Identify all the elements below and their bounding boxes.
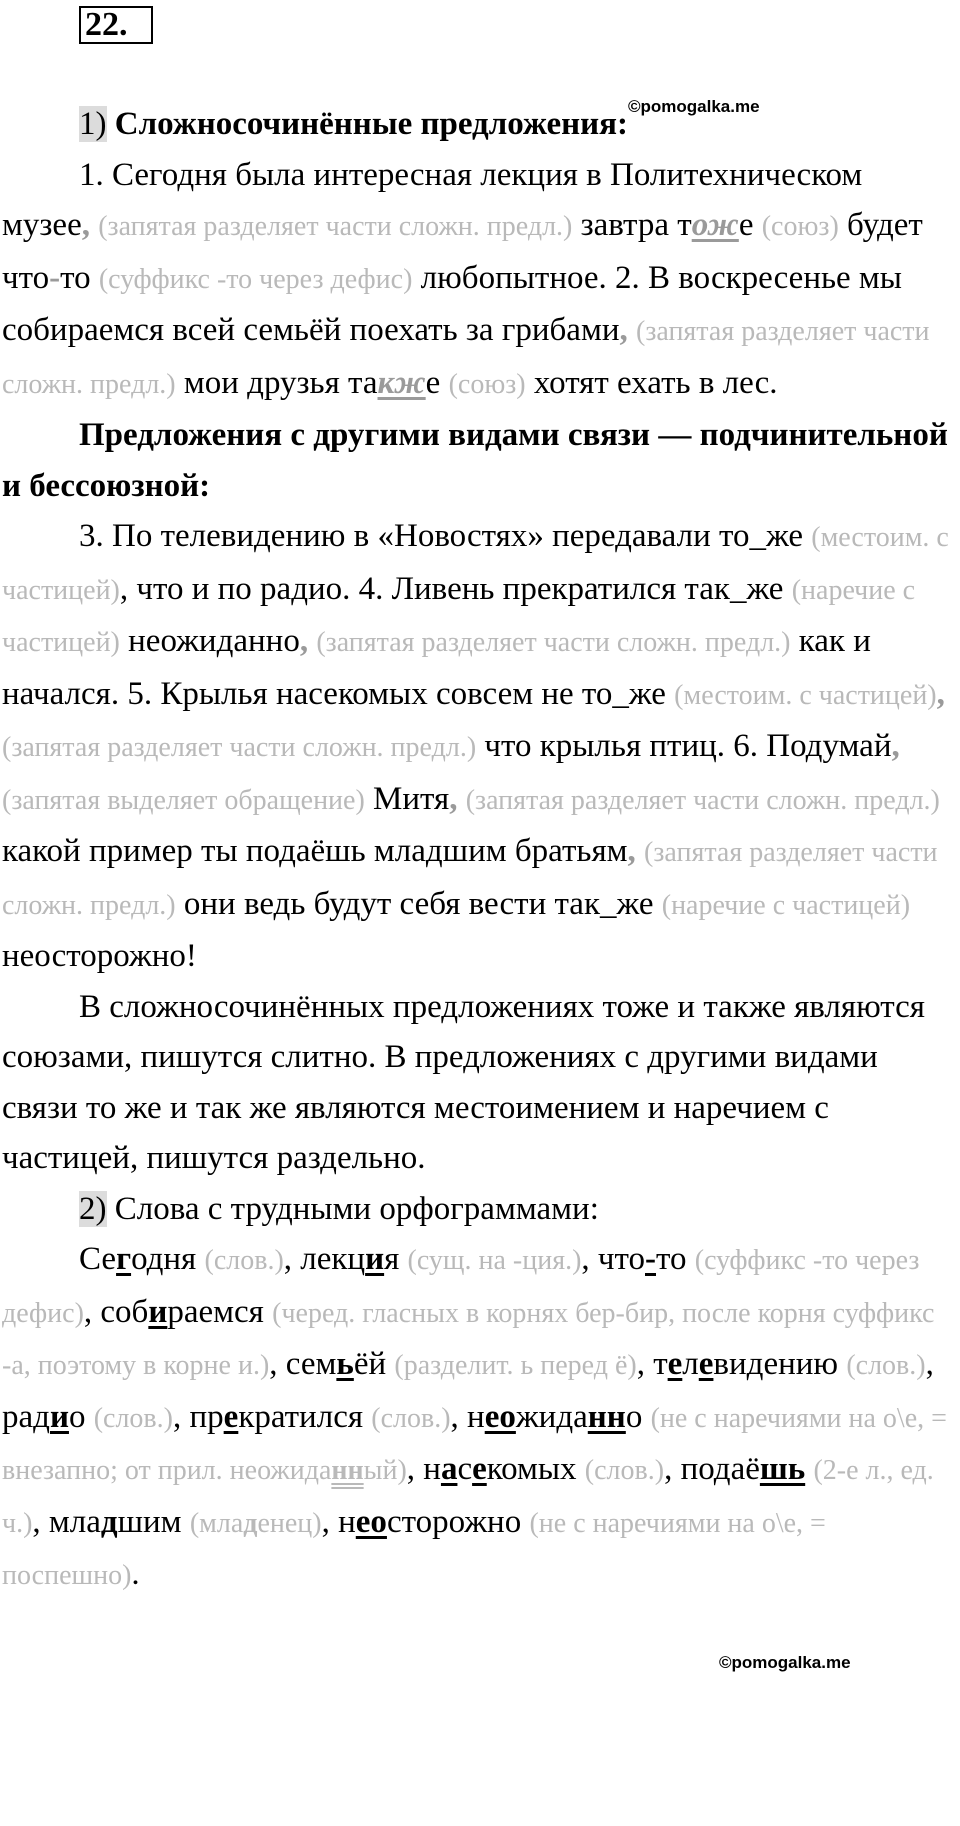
note: (запятая разделяет части сложн. предл.) (98, 211, 573, 242)
part1-heading-text: Сложносочинённые предложения: (114, 106, 628, 142)
answer-content (2, 98, 952, 1602)
note: (слов.) (371, 1402, 451, 1434)
note: (разделит. ь перед ё) (394, 1350, 637, 1381)
note: (слов.) (584, 1455, 665, 1486)
note: (местоим. с частицей) (674, 679, 937, 711)
note: (запятая разделяет части сложн. предл.) (2, 316, 930, 400)
note: (слов.) (204, 1245, 284, 1276)
note: (черед. гласных в корнях бер-бир, после корня суффикс -а, поэтому в корне и.) (2, 1297, 935, 1381)
note: (суффикс -то через дефис) (2, 1245, 920, 1329)
note: (слов.) (93, 1402, 173, 1434)
note: (запятая выделяет обращение) (2, 784, 365, 816)
note: (2-е л., ед. ч.) (2, 1455, 934, 1539)
note: (суффикс -то через дефис) (98, 263, 413, 295)
part1-conclusion: В сложносочинённых предложениях тоже и также являются союзами, пишутся слитно. В предложениях с другими видами связи то же и так же являются местоимением и наречием с частицей, пишутся раздельно. (2, 988, 925, 1176)
part1-sentences2: 3. По телевидению в «Новостях» передавали то_же (местоим. с частицей), что и по радио. 4. Ливень прекратился так_же (наречие с частицей) неожиданно, (запятая разделяет части сложн. предл.) как и начался. 5. Крылья насекомых совсем не то_же (местоим. с частицей), (запятая разделяет части сложн. предл.) что крылья птиц. 6. Подумай, (запятая выделяет обращение) Митя, (запятая разделяет части сложн. предл.) какой пример ты подаёшь младшим братьям, (запятая разделяет части сложн. предл.) они ведь будут себя вести так_же (наречие с частицей) неосторожно! (2, 518, 949, 974)
note: (младенец) (189, 1507, 322, 1539)
watermark-bottom: ©pomogalka.me (719, 1653, 851, 1672)
part1-sentences: 1. Сегодня была интересная лекция в Политехническом музее, (запятая разделяет части сложн. предл.) завтра тоже (союз) будет что-то (суффикс -то через дефис) любопытное. 2. В воскресенье мы собираемся всей семьёй поехать за грибами, (запятая разделяет части сложн. предл.) мои друзья также (союз) хотят ехать в лес. (2, 156, 930, 401)
note: (наречие с частицей) (661, 889, 911, 921)
part1-heading2: Предложения с другими видами связи — подчинительной и бессоюзной: (2, 417, 948, 504)
note: (наречие с частицей) (2, 574, 916, 658)
part1-heading (2, 98, 952, 150)
note: (союз) (761, 211, 839, 242)
note: (запятая разделяет части сложн. предл.) (465, 784, 940, 816)
note: (запятая разделяет части сложн. предл.) (316, 627, 791, 658)
note: (слов.) (846, 1350, 926, 1381)
orthogram-takzhe: кж (377, 364, 426, 401)
part2-heading (2, 1184, 952, 1235)
part2-words: Сегодня (слов.), лекция (сущ. на -ция.), что-то (суффикс -то через дефис), собираемся (черед. гласных в корнях бер-бир, после корня суффикс -а, поэтому в корне и.), семьёй (разделит. ь перед ё), телевидению (слов.), радио (слов.), прекратился (слов.), неожиданно (не с наречиями на о\е, = внезапно; от прил. неожиданный), насекомых (слов.), подаёшь (2-е л., ед. ч.), младшим (младенец), неосторожно (не с наречиями на о\е, = поспешно). (2, 1241, 947, 1592)
note: (запятая разделяет части сложн. предл.) (2, 837, 938, 921)
part2-number: 2) (79, 1190, 107, 1227)
part2-heading-text: Слова с трудными орфограммами: (114, 1190, 599, 1227)
task-number: 22. (79, 6, 153, 44)
note: (сущ. на -ция.) (407, 1245, 582, 1276)
note: (не с наречиями на о\е, = поспешно) (2, 1507, 826, 1591)
note: (местоим. с частицей) (2, 522, 949, 606)
part1-number: 1) (79, 106, 107, 142)
orthogram-tozhe: ож (691, 207, 739, 243)
note: (союз) (448, 368, 526, 400)
note: (запятая разделяет части сложн. предл.) (2, 732, 477, 763)
watermark-top: ©pomogalka.me (627, 97, 760, 116)
note: (не с наречиями на о\е, = внезапно; от прил. неожиданный) (2, 1402, 947, 1486)
